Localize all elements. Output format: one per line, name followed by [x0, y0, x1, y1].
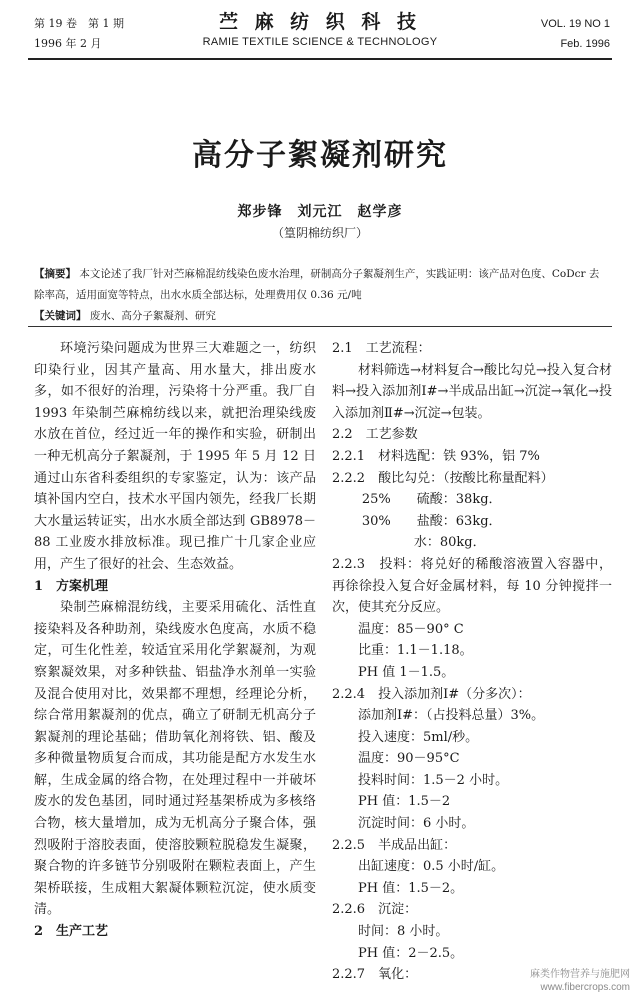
param-2-2-5: 2.2.5 半成品出缸： [332, 837, 457, 853]
feed-specific-gravity: 比重：1.1－1.18。 [358, 643, 473, 659]
abstract-text: 本文论述了我厂针对苎麻棉混纺线染色废水治理，研制高分子絮凝剂生产，实践证明：该产品对色度、CoDcr 去除率高，适用面宽等特点，出水水质全部达标，处理费用仅 0.36 元/吨 [34, 268, 600, 301]
running-header [0, 0, 640, 62]
param-2-2-6: 2.2.6 沉淀： [332, 902, 418, 918]
additive-ratio: 添加剂Ⅰ#：（占投料总量）3%。 [358, 708, 545, 724]
precipitate-time: 时间：8 小时。 [358, 924, 449, 940]
volume-issue-cn: 第 19 卷 第 1 期 [34, 17, 124, 30]
watermark-url: www.fibercrops.com [540, 982, 630, 993]
precipitate-ph: PH 值：2－2.5。 [358, 945, 464, 961]
journal-name-en: RAMIE TEXTILE SCIENCE & TECHNOLOGY [202, 36, 438, 48]
acid-hydrochloric: 30% 盐酸：63kg． [361, 513, 502, 529]
section-2-heading: 2 生产工艺 [34, 924, 109, 940]
param-2-2-7: 2.2.7 氧化： [332, 967, 418, 983]
authors: 郑步锋 刘元江 赵学彦 [237, 204, 403, 220]
feed-temperature: 温度：85－90° C [358, 621, 464, 637]
param-2-2-3: 2.2.3 投料：将兑好的稀酸溶液置入容器中，再徐徐投入复合好金属材料，每 10 分钟搅拌一次，使其充分反应。 [332, 556, 612, 616]
param-2-2-2: 2.2.2 酸比勾兑：（按酸比称量配料） [332, 470, 554, 486]
abstract [34, 264, 606, 306]
date-cn: 1996 年 2 月 [34, 37, 102, 50]
acid-water: 水：80kg． [361, 535, 486, 551]
right-column [332, 338, 612, 986]
additive-ph: PH 值：1.5－2 [358, 794, 451, 810]
volume-issue-en: VOL. 19 NO 1 [540, 18, 610, 30]
date-en: Feb. 1996 [560, 38, 610, 50]
additive-temperature: 温度：90－95°C [358, 751, 460, 767]
affiliation: （篁阴棉纺织厂） [271, 226, 368, 240]
header-right [541, 14, 610, 54]
journal-name-cn: 苎 麻 纺 织 科 技 [218, 11, 422, 33]
keywords-label: 【关键词】 [34, 310, 87, 322]
section-2-2-heading: 2.2 工艺参数 [332, 427, 418, 443]
settling-time: 沉淀时间：6 小时。 [358, 816, 475, 832]
discharge-ph: PH 值：1.5－2。 [358, 880, 464, 896]
acid-sulfuric: 25% 硫酸：38kg． [361, 492, 502, 508]
additive-speed: 投入速度：5ml/秒。 [358, 729, 479, 745]
param-2-2-4: 2.2.4 投入添加剂Ⅰ#（分多次）： [332, 686, 531, 702]
abstract-block [34, 264, 606, 327]
section-1-heading: 1 方案机理 [34, 578, 109, 594]
abstract-label: 【摘要】 [34, 268, 76, 280]
section-2-1-heading: 2.1 工艺流程： [332, 341, 431, 356]
additive-time: 投料时间：1.5－2 小时。 [358, 772, 509, 788]
discharge-speed: 出缸速度：0.5 小时/缸。 [358, 859, 505, 875]
header-rule [28, 58, 612, 60]
abstract-rule [28, 326, 612, 327]
process-flow: 材料筛选→材料复合→酸比勾兑→投入复合材料→投入添加剂Ⅰ#→半成品出缸→沉淀→氧化→投入添加剂Ⅱ#→沉淀→包装。 [332, 362, 612, 421]
watermark [530, 968, 630, 994]
keywords [34, 306, 606, 327]
param-2-2-1: 2.2.1 材料选配：铁 93%，铝 7% [332, 448, 540, 464]
article-title: 高分子絮凝剂研究 [192, 138, 448, 173]
feed-ph: PH 值 1－1.5。 [358, 664, 455, 680]
keywords-text: 废水、高分子絮凝剂、研究 [89, 310, 216, 322]
section-1-paragraph: 染制苎麻棉混纺线，主要采用硫化、活性直接染料及各种助剂，染线废水色度高，水质不稳定，可生化性差，较适宜采用化学絮凝剂，为观察絮凝效果，对多种铁盐、铝盐净水剂单一实验及混合使用对比，效果都不理想，经理论分析，综合常用絮凝剂的优点，确立了研制无机高分子絮凝剂的理论基础；借助氧化剂将铁、铝、酸及多种微量物质复合而成，其功能是配方水发生水解，生成金属的络合物，在处理过程中一并破坏废水的发色基团，同时通过羟基架桥成为多核络合物，核大量增加，成为无机高分子聚合体，强烈吸附于溶胶表面，使溶胶颗粒脱稳发生凝聚，聚合物的许多链节分别吸附在颗粒表面上，产生架桥联接，生成粗大絮凝体颗粒沉淀，使水质变清。 [34, 600, 316, 918]
intro-paragraph: 环境污染问题成为世界三大难题之一，纺织印染行业，因其产量高、用水量大，排出废水多，如不很好的治理，污染将十分严重。我厂自 1993 年染制苎麻棉纺线以来，就把治理染线废水放在首位，经过近一年的操作和实验，研制出一种无机高分子絮凝剂，于 1995 年 5 月 12 日通过山东省科委组织的专家鉴定，认为：该产品填补国内空白，技术水平国内领先，经我厂长期大水量运转证实，出水水质全部达到 GB8978－88 工业废水排放标准。现已推广十几家企业应用，产生了很好的社会、生态效益。 [34, 341, 316, 572]
watermark-name: 麻类作物营养与施肥网 [530, 969, 630, 980]
left-column [34, 338, 316, 943]
